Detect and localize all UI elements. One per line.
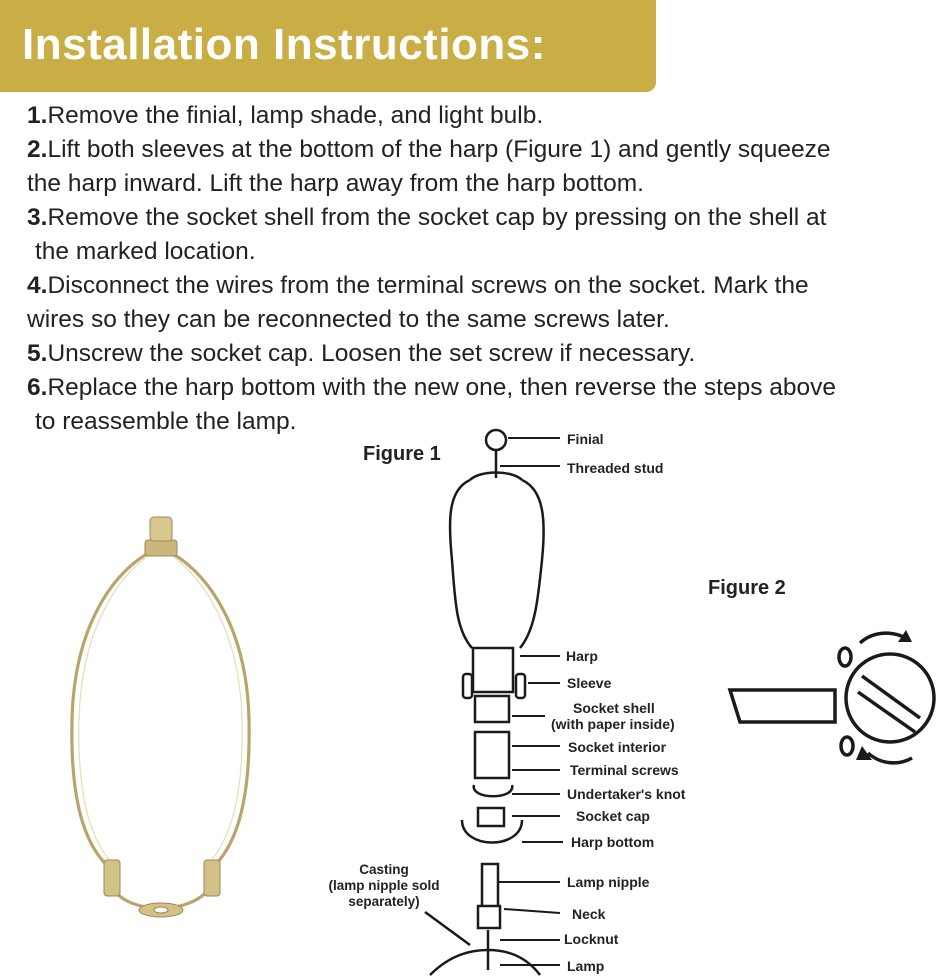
step-text: Lift both sleeves at the bottom of the harp (Figure 1) and gently squeeze <box>47 136 831 163</box>
label-terminal-screws: Terminal screws <box>570 762 679 778</box>
step-number: 5. <box>27 340 48 367</box>
step-text-continued: the marked location. <box>35 238 256 265</box>
step-text: Remove the finial, lamp shade, and light bulb. <box>47 102 544 129</box>
label-neck: Neck <box>572 906 606 922</box>
casting-line: separately) <box>348 894 420 909</box>
step-text: Remove the socket shell from the socket cap by pressing on the shell at <box>47 204 827 231</box>
step-text: Unscrew the socket cap. Loosen the set screw if necessary. <box>47 340 696 367</box>
step-6 <box>27 371 949 439</box>
label-socket-interior: Socket interior <box>568 739 667 755</box>
label-finial: Finial <box>567 431 604 447</box>
page-title: Installation Instructions: <box>22 20 546 69</box>
step-text: Replace the harp bottom with the new one, then reverse the steps above <box>47 374 837 401</box>
step-number: 6. <box>27 374 48 401</box>
label-socket-shell-note: (with paper inside) <box>551 716 675 732</box>
step-number: 1. <box>27 102 48 129</box>
label-locknut: Locknut <box>564 931 619 947</box>
figure-2-label: Figure 2 <box>708 577 786 599</box>
label-threaded-stud: Threaded stud <box>567 460 664 476</box>
label-lamp: Lamp <box>567 958 605 974</box>
step-text: Disconnect the wires from the terminal screws on the socket. Mark the <box>47 272 809 299</box>
label-socket-cap: Socket cap <box>576 808 650 824</box>
step-number: 2. <box>27 136 48 163</box>
casting-note <box>318 862 450 910</box>
step-3 <box>27 201 949 269</box>
label-harp-bottom: Harp bottom <box>571 834 655 850</box>
step-text-continued: to reassemble the lamp. <box>35 408 297 435</box>
figure-1-label: Figure 1 <box>363 443 441 465</box>
step-2 <box>27 133 949 201</box>
step-text-continued: wires so they can be reconnected to the same screws later. <box>27 306 670 333</box>
step-text-continued: the harp inward. Lift the harp away from the harp bottom. <box>27 170 644 197</box>
casting-line: (lamp nipple sold <box>328 878 440 893</box>
casting-line: Casting <box>359 862 409 877</box>
label-lamp-nipple: Lamp nipple <box>567 874 650 890</box>
label-harp: Harp <box>566 648 598 664</box>
label-socket-shell: Socket shell <box>573 700 655 716</box>
step-1 <box>27 99 949 133</box>
step-4 <box>27 269 949 337</box>
label-sleeve: Sleeve <box>567 675 612 691</box>
label-undertakers-knot: Undertaker's knot <box>567 786 686 802</box>
step-number: 4. <box>27 272 48 299</box>
title-banner <box>0 0 656 92</box>
step-number: 3. <box>27 204 48 231</box>
instruction-list <box>27 99 949 439</box>
step-5 <box>27 337 949 371</box>
